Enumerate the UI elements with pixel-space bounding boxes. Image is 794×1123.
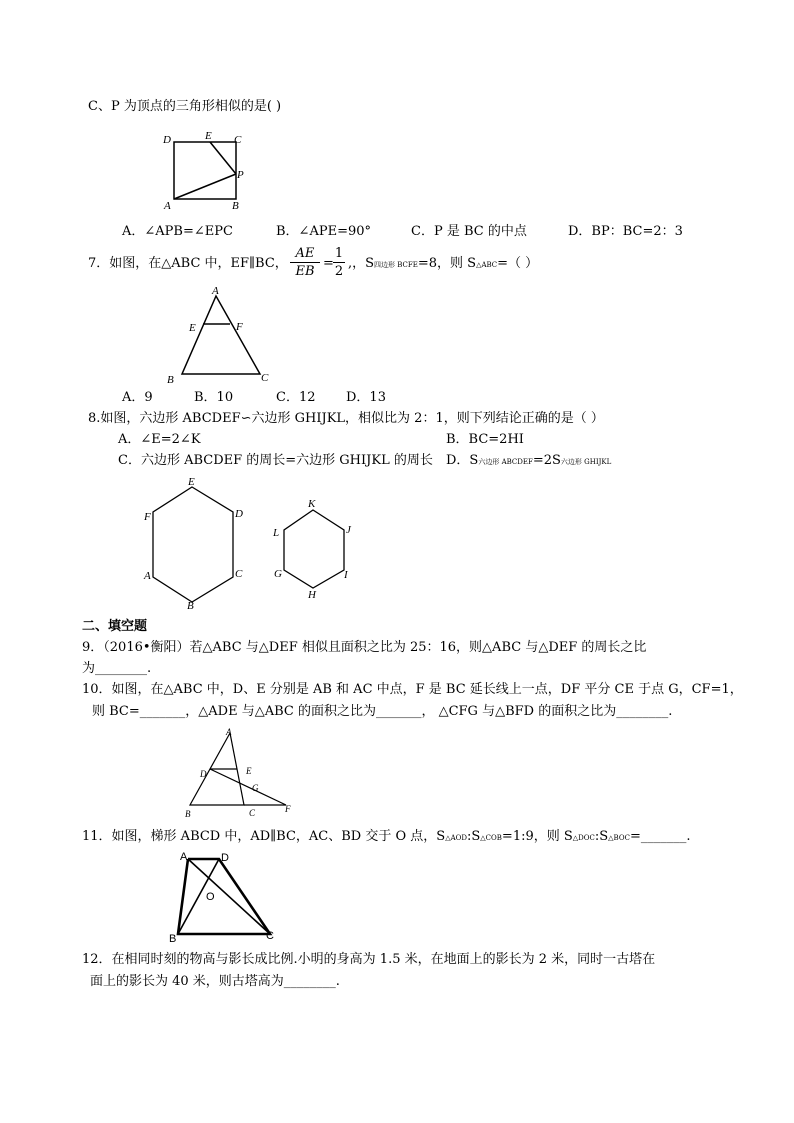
label-c: C [261, 372, 269, 384]
q6-stem: C、P 为顶点的三角形相似的是( ) [88, 99, 282, 114]
q7-fraction-ae-eb [290, 245, 320, 280]
q9-line1: 9．（2016•衡阳）若△ABC 与△DEF 相似且面积之比为 25：16，则△ABC 与△DEF 的周长之比 [82, 640, 647, 655]
q8-optd-s: D．S [446, 453, 479, 468]
q8-optd-sub2: 六边形 GHIJKL [560, 458, 612, 466]
label-d: D [235, 508, 243, 520]
q11-text-a: 11．如图，梯形 ABCD 中，AD∥BC，AC、BD 交于 O 点，S [82, 829, 446, 844]
label-b: B [232, 200, 239, 212]
q7-sub-quad: 四边形 BCFE [374, 261, 418, 269]
label-h: H [308, 589, 316, 601]
q11-text-d: :S [594, 829, 609, 844]
q10-line2: 则 BC=_______，△ADE 与△ABC 的面积之比为_______， △CFG 与△BFD 的面积之比为________. [92, 704, 673, 719]
diagonal-ac [188, 859, 270, 934]
q11-sub-aod: △AOD [445, 834, 467, 842]
q10-triangle-figure [180, 723, 300, 823]
q12-line1: 12．在相同时刻的物高与影长成比例.小明的身高为 1.5 米，在地面上的影长为 2 米，同时一古塔在 [82, 952, 656, 967]
label-f: F [144, 511, 151, 523]
label-e: E [188, 476, 195, 488]
hexagon-ghijkl [284, 510, 344, 588]
q11-text-c: =1:9，则 S [501, 829, 573, 844]
q11-sub-cob: △COB [480, 834, 502, 842]
q11-text-b: :S [467, 829, 481, 844]
label-o: O [206, 891, 215, 903]
q11-text-e: =_______. [629, 829, 691, 844]
label-a: A [180, 851, 188, 863]
q7-option-c: C．12 [276, 390, 316, 405]
label-b: B [187, 600, 194, 612]
label-g: G [252, 783, 259, 793]
q7-triangle-figure [162, 282, 282, 392]
q6-option-d: D．BP：BC=2：3 [568, 224, 683, 239]
q7-equals: = [323, 256, 334, 271]
q7-option-a: A．9 [122, 390, 153, 405]
q8-stem: 8.如图，六边形 ABCDEF∽六边形 GHIJKL，相似比为 2：1，则下列结论正确的是（ ） [88, 411, 604, 426]
label-j: J [346, 524, 351, 536]
q12-line2: 面上的影长为 40 米，则古塔高为________. [90, 974, 340, 989]
q11-stem [82, 829, 690, 846]
q8-option-a: A．∠E=2∠K [118, 432, 201, 447]
q6-option-c: C．P 是 BC 的中点 [411, 224, 527, 239]
q6-option-b: B．∠APE=90° [276, 224, 372, 239]
q7-sub-abc: △ABC [476, 261, 498, 269]
q7-half-denominator: 2 [334, 264, 344, 279]
label-p: P [237, 169, 244, 181]
label-e: E [205, 130, 212, 142]
label-d: D [163, 134, 171, 146]
q7-stem-start: 7．如图，在△ABC 中，EF∥BC， [88, 256, 288, 271]
q11-trapezoid-figure [166, 846, 286, 946]
q11-sub-boc: △BOC [608, 834, 630, 842]
q7-mid-text: =8，则 S [417, 256, 477, 271]
q8-option-d [446, 453, 611, 470]
q7-blank: =（ ） [497, 256, 539, 271]
q7-option-d: D．13 [346, 390, 386, 405]
q7-s-text: ,，S [348, 256, 375, 271]
label-g: G [274, 568, 282, 580]
label-a: A [164, 200, 171, 212]
trapezoid-abcd [178, 859, 270, 934]
q6-square-figure [160, 128, 250, 228]
hexagon-abcdef [153, 487, 233, 602]
triangle-abc [182, 296, 260, 374]
q8-large-hexagon-figure [140, 474, 260, 614]
label-c: C [266, 930, 274, 942]
section-fill-in-heading: 二、填空题 [82, 619, 148, 634]
q7-stem-end [348, 256, 538, 273]
label-a: A [226, 727, 232, 737]
label-a: A [212, 285, 219, 297]
segment-ep [210, 142, 236, 174]
label-a: A [144, 570, 151, 582]
q7-frac-numerator: AE [290, 245, 320, 263]
label-b: B [167, 374, 174, 386]
q8-option-c: C．六边形 ABCDEF 的周长=六边形 GHIJKL 的周长 [118, 453, 433, 468]
q8-optd-mid: =2S [532, 453, 561, 468]
q7-half-numerator: 1 [334, 246, 344, 261]
q8-optd-sub1: 六边形 ABCDEF [478, 458, 533, 466]
label-b: B [185, 809, 191, 819]
label-c: C [234, 134, 242, 146]
q7-fraction-half [333, 245, 345, 280]
label-d: D [200, 769, 207, 779]
q7-frac-denominator: EB [295, 264, 315, 279]
square-abcd [174, 142, 236, 199]
label-e: E [246, 766, 252, 776]
label-c: C [235, 568, 243, 580]
label-f: F [285, 804, 291, 814]
q11-sub-doc: △DOC [572, 834, 595, 842]
q9-line2: 为________. [82, 661, 152, 676]
q8-small-hexagon-figure [268, 494, 368, 604]
label-f: F [236, 321, 243, 333]
label-e: E [189, 322, 196, 334]
q10-line1: 10．如图，在△ABC 中，D、E 分别是 AB 和 AC 中点，F 是 BC 延长线上一点，DF 平分 CE 于点 G，CF=1， [82, 682, 743, 697]
q7-option-b: B．10 [194, 390, 234, 405]
label-d: D [221, 852, 229, 864]
label-c: C [249, 808, 256, 818]
segment-ap [174, 174, 236, 199]
q8-option-b: B．BC=2HI [446, 432, 524, 447]
label-b: B [169, 933, 177, 945]
label-i: I [344, 569, 348, 581]
q6-option-a: A．∠APB=∠EPC [122, 224, 233, 239]
label-k: K [308, 498, 316, 510]
label-l: L [273, 527, 280, 539]
